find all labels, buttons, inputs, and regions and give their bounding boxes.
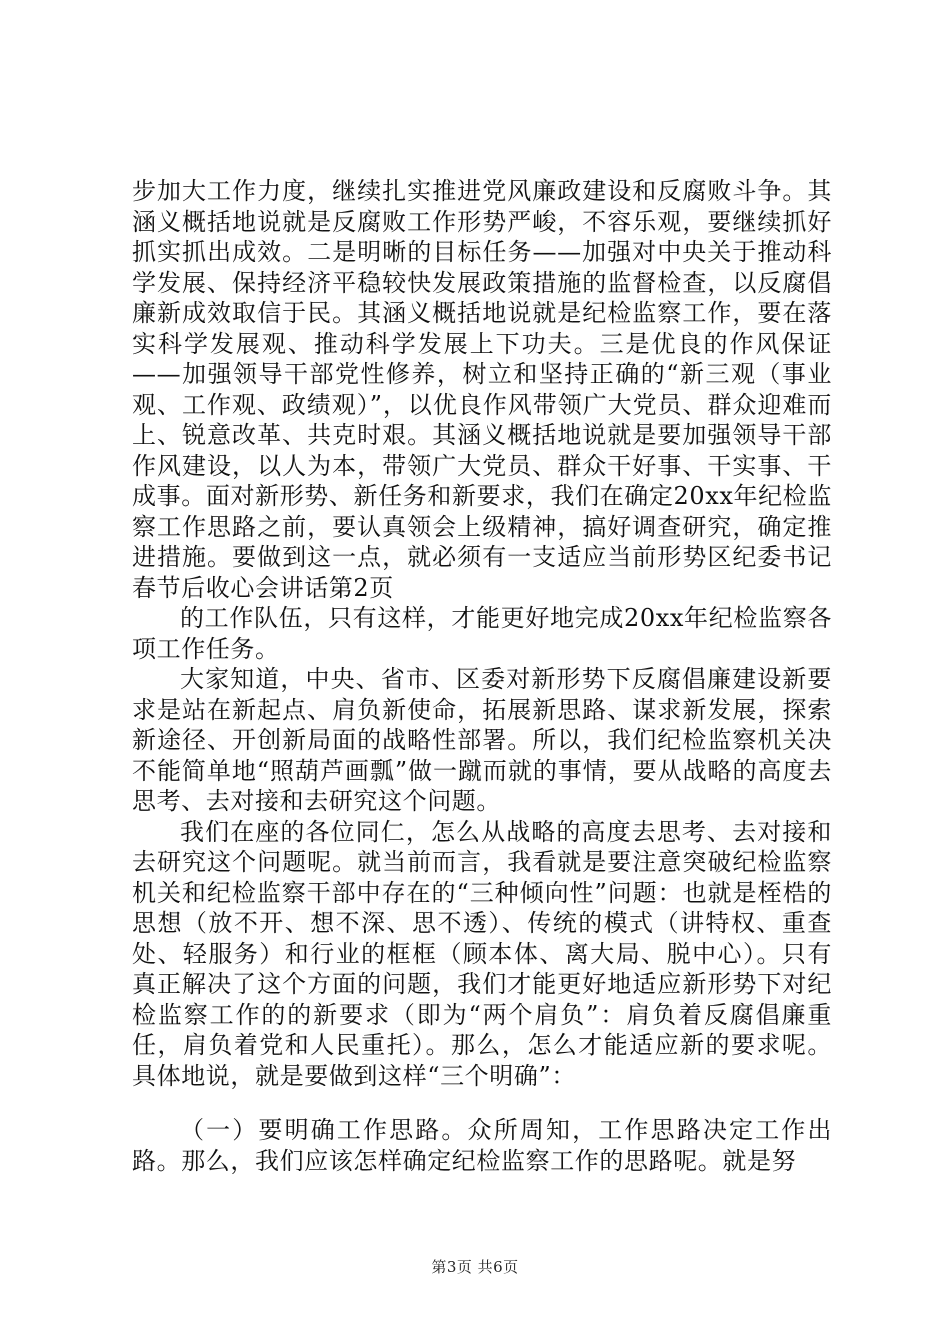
paragraph-4: 我们在座的各位同仁，怎么从战略的高度去思考、去对接和去研究这个问题呢。就当前而言，我看就是要注意突破纪检监察机关和纪检监察干部中存在的“三种倾向性”问题：也就是桎梏的思想（放不开、想不深、思不透）、传统的模式（讲特权、重查处、轻服务）和行业的框框（顾本体、离大局、脱中心）。只有真正解决了这个方面的问题，我们才能更好地适应新形势下对纪检监察工作的的新要求（即为“两个肩负”：肩负着反腐倡廉重任，肩负着党和人民重托）。那么，怎么才能适应新的要求呢。具体地说，就是要做到这样“三个明确”： xyxy=(132,817,832,1090)
paragraph-2: 的工作队伍，只有这样，才能更好地完成20xx年纪检监察各项工作任务。 xyxy=(132,604,832,663)
page-number-footer: 第3页 共6页 xyxy=(431,1258,519,1276)
paragraph-5: （一）要明确工作思路。众所周知，工作思路决定工作出路。那么，我们应该怎样确定纪检监察工作的思路呢。就是努 xyxy=(132,1116,832,1175)
document-body xyxy=(132,176,832,1176)
paragraph-3: 大家知道，中央、省市、区委对新形势下反腐倡廉建设新要求是站在新起点、肩负新使命，拓展新思路、谋求新发展，探索新途径、开创新局面的战略性部署。所以，我们纪检监察机关决不能简单地“照葫芦画瓢”做一蹴而就的事情，要从战略的高度去思考、去对接和去研究这个问题。 xyxy=(132,665,832,815)
paragraph-1: 步加大工作力度，继续扎实推进党风廉政建设和反腐败斗争。其涵义概括地说就是反腐败工作形势严峻，不容乐观，要继续抓好抓实抓出成效。二是明晰的目标任务——加强对中央关于推动科学发展、保持经济平稳较快发展政策措施的监督检查，以反腐倡廉新成效取信于民。其涵义概括地说就是纪检监察工作，要在落实科学发展观、推动科学发展上下功夫。三是优良的作风保证——加强领导干部党性修养，树立和坚持正确的“新三观（事业观、工作观、政绩观）”，以优良作风带领广大党员、群众迎难而上、锐意改革、共克时艰。其涵义概括地说就是要加强领导干部作风建设，以人为本，带领广大党员、群众干好事、干实事、干成事。面对新形势、新任务和新要求，我们在确定20xx年纪检监察工作思路之前，要认真领会上级精神，搞好调查研究，确定推进措施。要做到这一点，就必须有一支适应当前形势区纪委书记春节后收心会讲话第2页 xyxy=(132,177,832,602)
